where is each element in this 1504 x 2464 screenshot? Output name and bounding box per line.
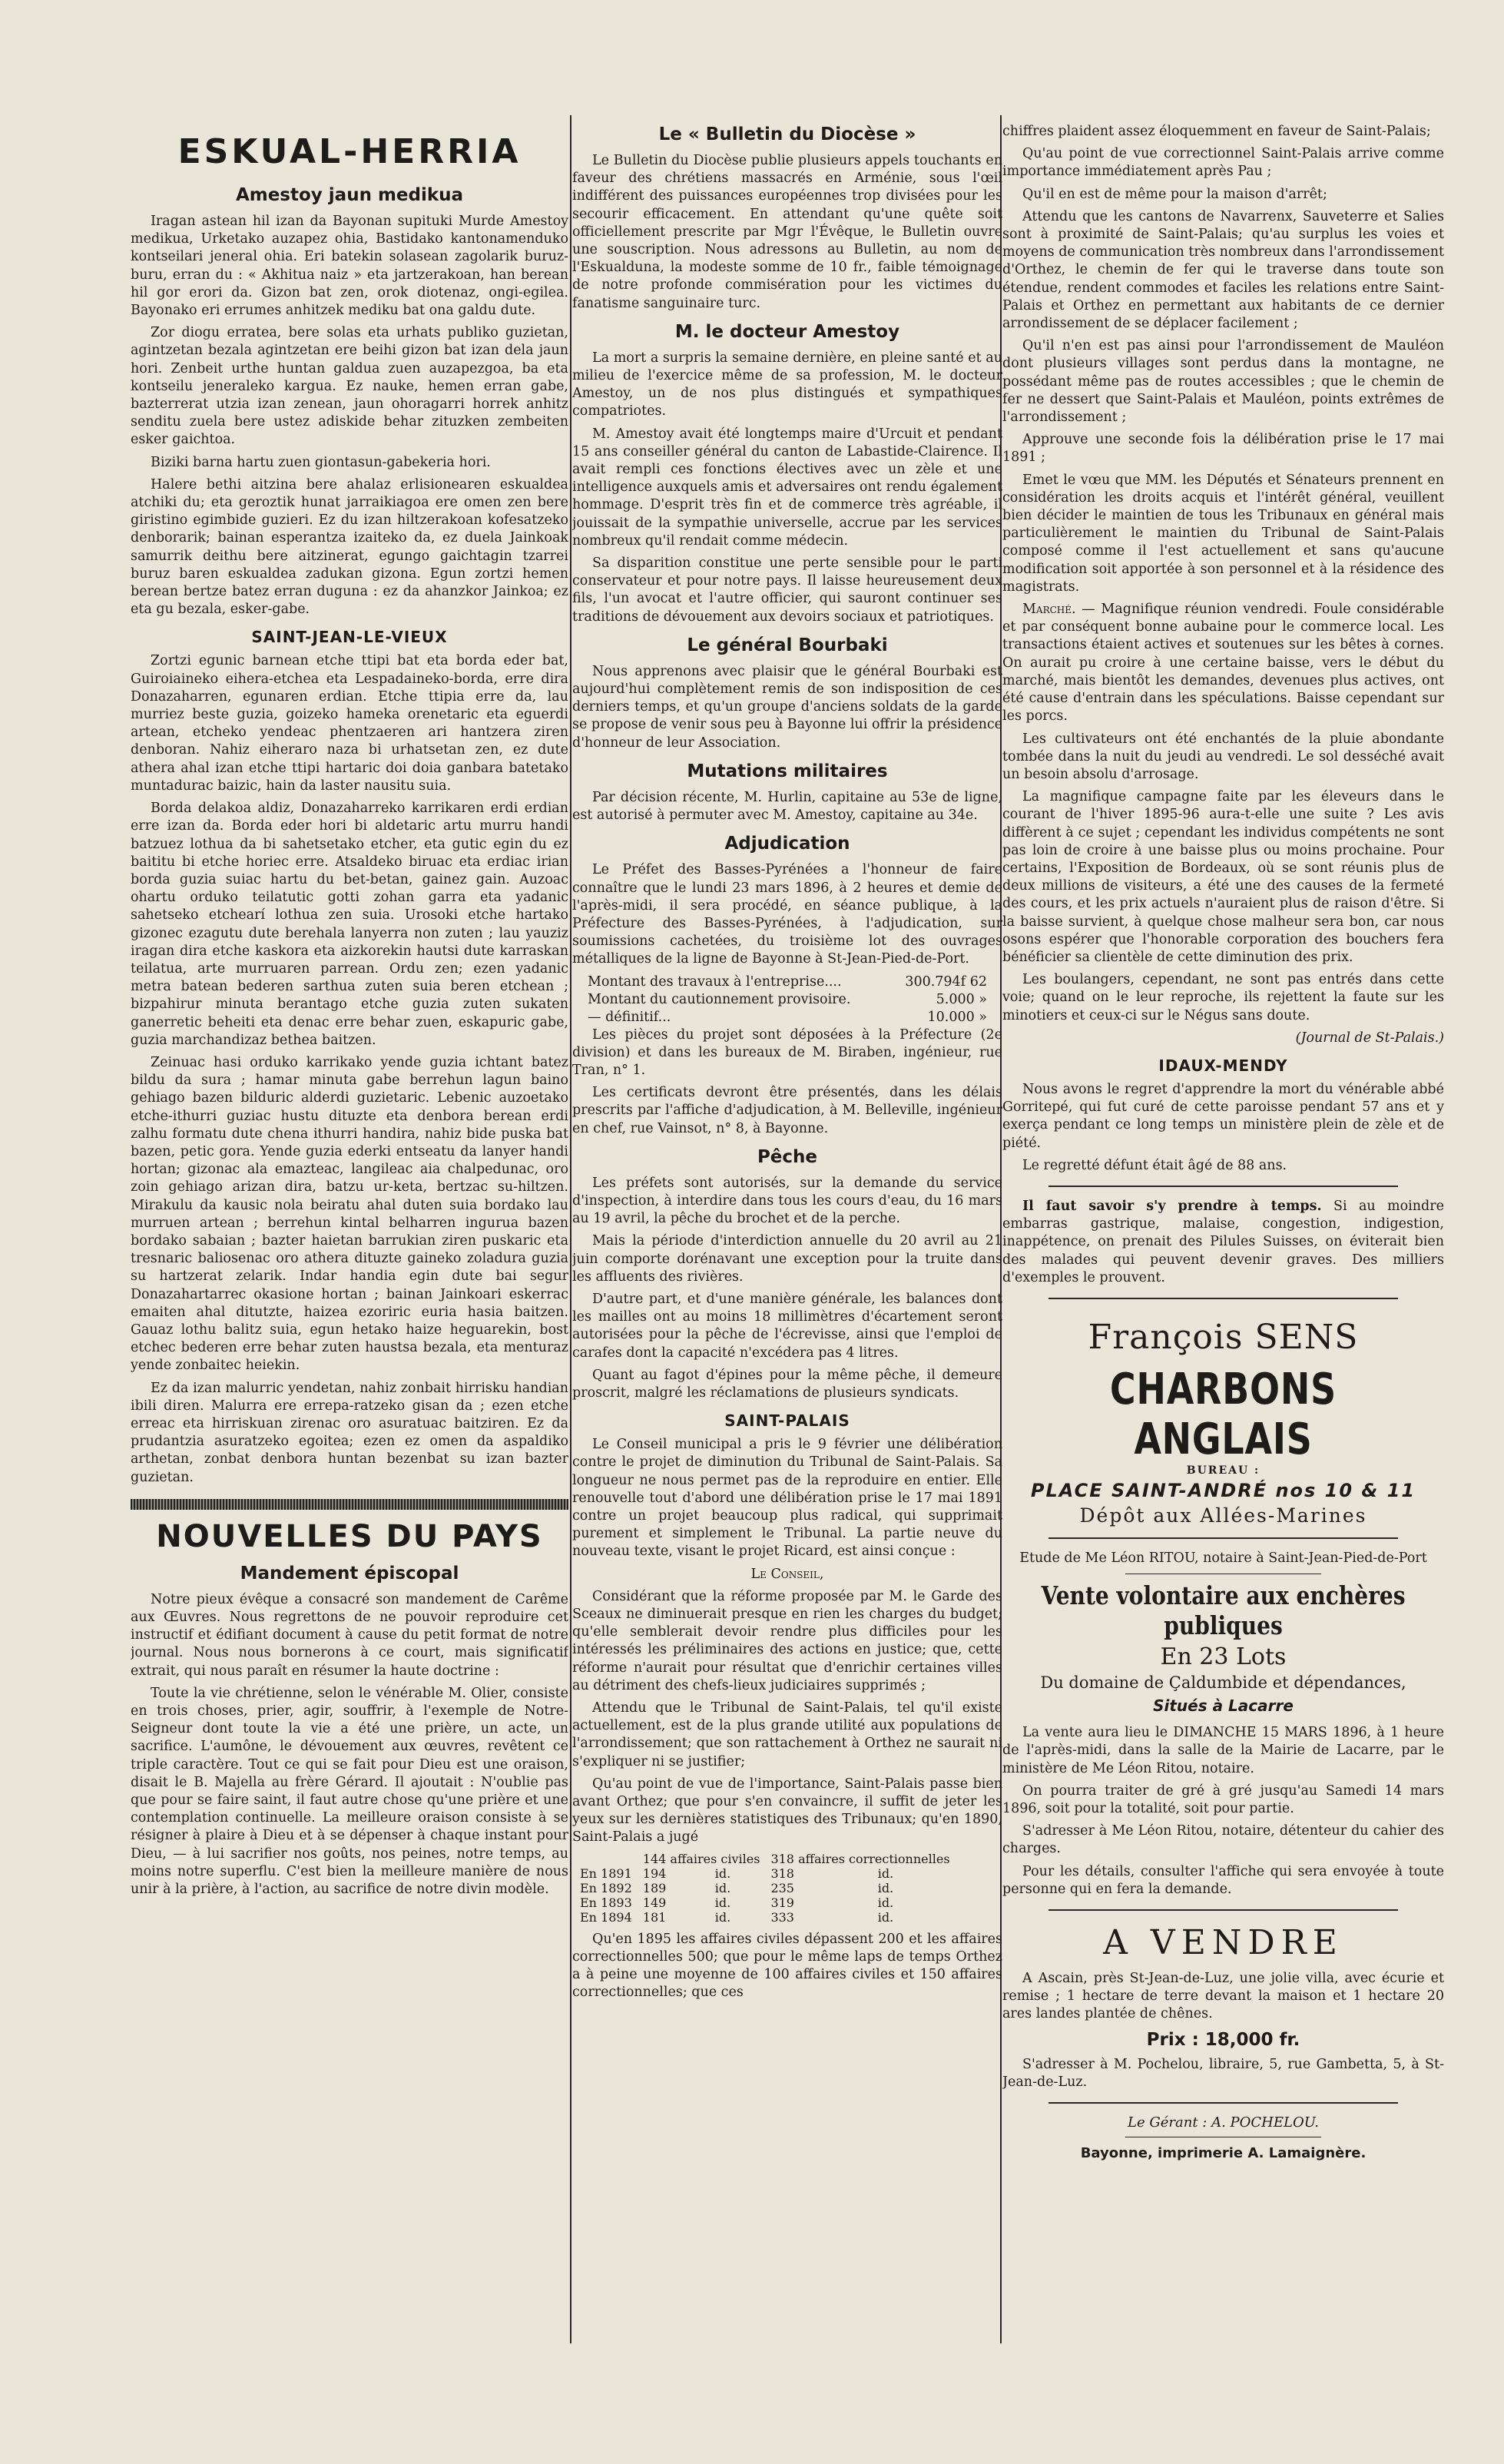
heading-peche: Pêche — [757, 1146, 818, 1167]
paragraph: Quant au fagot d'épines pour la même pêche, il demeure proscrit, malgré les réclamations de plusieurs syndicats. — [572, 1367, 1002, 1401]
paragraph: Qu'au point de vue correctionnel Saint-Palais arrive comme importance immédiatement après Pau ; — [1002, 146, 1444, 180]
paragraph: S'adresser à M. Pochelou, libraire, 5, rue Gambetta, 5, à St-Jean-de-Luz. — [1002, 2056, 1444, 2090]
paragraph: Les boulangers, cependant, ne sont pas entrés dans cette voie; quand on le leur reproche, ils rejettent la faute sur les minotiers et ceux-ci sur le Négus sans doute. — [1002, 972, 1444, 1023]
table-row — [580, 1852, 961, 1866]
paragraph: Par décision récente, M. Hurlin, capitaine au 53e de ligne, est autorisé à permuter avec M. Amestoy, capitaine au 34e. — [572, 789, 1002, 824]
divider — [1048, 1298, 1398, 1299]
table-cell: id. — [877, 1909, 894, 1925]
paragraph — [1002, 601, 1444, 725]
paragraph: D'autre part, et d'une manière générale, les balances dont les mailles ont au moins 18 millimètres d'écartement seront autorisées pour la pêche de l'écrevisse, ainsi que l'emploi de carafes dont la capacité n'excédera pas 4 litres. — [572, 1291, 1002, 1361]
le-conseil-label: Le Conseil, — [750, 1566, 824, 1582]
marche-label: Marché. — [1022, 602, 1076, 618]
heading-idaux-mendy: IDAUX-MENDY — [1158, 1056, 1288, 1075]
marche-text: — Magnifique réunion vendredi. Foule considérable et par conséquent bonne aubaine pour le commerce local. Les transactions étaient actives et soutenues sur les bêtes à cornes. On aurait pu croire à une certaine baisse, vers le début du marché, mais bientôt les demandes, devenues plus actives, ont été cause d'entrain dans les spéculations. Baisse cependant sur les porcs. — [1002, 602, 1444, 725]
paragraph: Attendu que le Tribunal de Saint-Palais, tel qu'il existe actuellement, est de la plus grande utilité aux populations de l'arrondissement; que son rattachement à Orthez ne saurait ni s'expliquer ni se justifier; — [572, 1700, 1002, 1769]
imprimerie: Bayonne, imprimerie A. Lamaignère. — [1080, 2145, 1367, 2162]
paragraph: Considérant que la réforme proposée par M. le Garde des Sceaux ne diminuerait presque en rien les charges du budget; qu'elle semblerait devoir rendre plus difficiles pour les intéressés les préliminaires des actions en justice; que, cette réforme n'aurait pour résultat que d'enrichir certaines villes au détriment des chefs-lieux judiciaires supprimés ; — [572, 1588, 1002, 1693]
paragraph: Zor diogu erratea, bere solas eta urhats publiko guzietan, agintzetan bezala agintzetan ere beihi gizon bat izan dela jaun hori. Zenbeit urthe huntan galdua zuen auzapezgoa, ba eta kontseilu jeneraleko kargua. Ez nauke, hemen erran gabe, bazterrerat utzia izan zenean, jaun ohoragarri horrek anhitz senditu zuela bere ustez adiskide behar zituzken zembeiten esker gaichtoa. — [131, 325, 568, 448]
table-cell: En 1893 — [580, 1895, 632, 1910]
paragraph: Mais la période d'interdiction annuelle du 20 avril au 21 juin comporte dorénavant une exception pour la truite dans les affluents des rivières. — [572, 1233, 1002, 1285]
table-cell: 149 — [642, 1895, 667, 1910]
pilules-text: Si au moindre embarras gastrique, malaise, congestion, indigestion, inappétence, on prenait des Pilules Suisses, on éviterait bien des malades qui peuvent devenir graves. Des milliers d'exemples le prouvent. — [1002, 1198, 1444, 1285]
ad-address: PLACE SAINT-ANDRÉ nos 10 & 11 — [1030, 1479, 1416, 1501]
table-cell: 333 — [770, 1909, 794, 1925]
paragraph: Approuve une seconde fois la délibération prise le 17 mai 1891 ; — [1002, 432, 1444, 466]
money-line — [572, 991, 1002, 1009]
table-cell: 318 — [770, 1865, 794, 1881]
paragraph: Sa disparition constitue une perte sensible pour le parti conservateur et pour notre pays. Il laisse heureusement deux fils, l'un avocat et l'autre officier, qui sauront continuer ses traditions de dévouement aux devoirs sociaux et patriotiques. — [572, 555, 1002, 625]
paragraph: Les cultivateurs ont été enchantés de la pluie abondante tombée dans la nuit du jeudi au vendredi. Le sol desséché avait un besoin absolu d'arrosage. — [1002, 731, 1444, 782]
paragraph: Qu'au point de vue de l'importance, Saint-Palais passe bien avant Orthez; que pour s'en convaincre, il suffit de jeter les yeux sur les dernières statistiques des Tribunaux; qu'en 1890, Saint-Palais a jugé — [572, 1776, 1002, 1846]
column-2 — [572, 115, 1002, 2006]
paragraph: On pourra traiter de gré à gré jusqu'au Samedi 14 mars 1896, soit pour la totalité, soit pour partie. — [1002, 1783, 1444, 1816]
vente-title: Vente volontaire aux enchères publiques — [1041, 1580, 1406, 1641]
divider — [1048, 2102, 1398, 2104]
paragraph: La vente aura lieu le DIMANCHE 15 MARS 1896, à 1 heure de l'après-midi, dans la salle de la Mairie de Lacarre, par le ministère de Me Léon Ritou, notaire. — [1002, 1725, 1444, 1776]
column-rule — [570, 115, 571, 2343]
table-cell — [580, 1852, 643, 1866]
table-cell: id. — [714, 1880, 731, 1895]
table-cell: 144 affaires civiles — [642, 1851, 760, 1866]
divider — [1048, 1186, 1398, 1187]
money-label: Montant du cautionnement provisoire. — [588, 991, 851, 1007]
paragraph: Les préfets sont autorisés, sur la demande du service d'inspection, à interdire dans tous les cours d'eau, du 16 mars au 19 avril, la pêche du brochet et de la perche. — [572, 1175, 1002, 1227]
paragraph: Les pièces du projet sont déposées à la Préfecture (2e division) et dans les bureaux de M. Biraben, ingénieur, rue Tran, n° 1. — [572, 1026, 1002, 1078]
table-cell: 318 affaires correctionnelles — [770, 1851, 950, 1866]
paragraph: M. Amestoy avait été longtemps maire d'Urcuit et pendant 15 ans conseiller général du canton de Labastide-Clairence. Il avait rempli ces fonctions électives avec un zèle et une intelligence auxquels amis et adversaires ont rendu également hommage. D'esprit très fin et de commerce très agréable, il jouissait de la sympathie universelle, accrue par les services nombreux qu'il rendait comme médecin. — [572, 426, 1002, 549]
masthead: ESKUAL-HERRIA — [177, 132, 522, 171]
table-cell: 235 — [770, 1880, 794, 1895]
table-cell: 181 — [642, 1909, 667, 1925]
paragraph: Le regretté défunt était âgé de 88 ans. — [1022, 1157, 1287, 1173]
hatched-divider — [131, 1499, 568, 1510]
table-row — [580, 1895, 961, 1910]
money-line — [572, 1009, 1002, 1026]
paragraph: Qu'il en est de même pour la maison d'arrêt; — [1022, 186, 1327, 202]
money-line — [572, 973, 1002, 991]
paragraph: Zeinuac hasi orduko karrikako yende guzia ichtant batez bildu da sura ; hamar minuta gabe berrehun lagun baino gehiago bazen bilduric alderdi guzietaric. Lebenic auzoetako etche-ithurri guziac hustu dituzte eta denbora berean erdi zalhu formatu dute chena ithurri handira, nahiz bide puska bat bazen, petic gora. Yende guzia ederki entseatu da lanyer handi hortan; gizonac ala emazteac, langileac aia chalpedunac, oro zoin gehiago arizan dira, batzu ur-keta, bertzac su-hiltzen. Mirakulu da kausic nola beiratu ahal duten suia bordako lau murruen artean ; berrehun kintal belharren ingurua bazen bordako sabaian ; bazter haietan barrukian ziren puskaric eta tresnaric baliosenac oro athera dituzte gaineko zoladura guzia su hartzerat zelarik. Indar handia egin dute bai segur Donazahartarrec okasione hortan ; bainan Jainkoari eskerrac emaiten ahal ditutzte, haizea ezoriric euria hasia baitzen. Gauaz lothu balitz suia, egun hetako haize heguarekin, bost etchec bederen erre behar zuten haustsa bezala, eta menturaz yende zonbaitec heiekin. — [131, 1054, 568, 1374]
paragraph: Toute la vie chrétienne, selon le vénérable M. Olier, consiste en trois choses, prier, agir, souffrir, à l'exemple de Notre-Seigneur dont toute la vie a été une prière, un acte, un sacrifice. L'aumône, le dévouement aux œuvres, revêtent ce triple caractère. Tout ce qui se fait pour Dieu est une oraison, disait le B. Majella au frère Gérard. Il ajoutait : N'oublie pas que pour se faire saint, il faut autre chose qu'une prière et une contemplation continuelle. La meilleure oraison consiste à se résigner à plaire à Dieu et à se dépenser à chaque instant pour Dieu, — à lui sacrifier nos goûts, nos peines, notre temps, au moins notre superflu. C'est bien la meilleure manière de nous unir à la prière, à l'action, au sacrifice de notre divin modèle. — [131, 1685, 568, 1898]
vente-domaine: Du domaine de Çaldumbide et dépendances, — [1040, 1673, 1406, 1693]
ad-bureau: BUREAU : — [1186, 1464, 1261, 1477]
pilules-lead: Il faut savoir s'y prendre à temps. — [1022, 1198, 1322, 1214]
paragraph: Nous avons le regret d'apprendre la mort du vénérable abbé Gorritepé, qui fut curé de cette paroisse pendant 57 ans et y exerça pendant ce long temps un ministère plein de zèle et de piété. — [1002, 1081, 1444, 1151]
paragraph: A Ascain, près St-Jean-de-Luz, une jolie villa, avec écurie et remise ; 1 hectare de terre devant la maison et 1 hectare 20 ares landes plantée de chênes. — [1002, 1971, 1444, 2022]
paragraph: Borda delakoa aldiz, Donazaharreko karrikaren erdi erdian erre izan da. Borda eder hori bi aldetaric artu murru handi batzuez lothua da bi sahetsetako etcher, eta gutic egin du ez baititu bi etche horiec erre. Atsaldeko biruac eta erdiac irian borda guzia suiac hartu du bet-betan, gainez gain. Auzoac ohartu orduko teilatutic gotti zohan garra eta yadanic sahetseko etchearí lothua zen suia. Urosoki etche hartako gizonec ezagutu dute berehala lanyerra non zuten ; lau yauziz iragan dira etche kaskora eta aizkorekin hautsi dute karraskan teilatua, arte murruaren parrean. Ordu zen; ezen yadanic metra batean bederen sarthua zuten suia beren etchean ; bizpahirur minuta berantago etche guzia zuten sukaten ganerretic beheiti eta denac erre behar zuen, eskapuric gabe, guzia marchandizaz bethea baitzen. — [131, 801, 568, 1048]
paragraph: Pour les détails, consulter l'affiche qui sera envoyée à toute personne qui en fera la demande. — [1002, 1863, 1444, 1897]
paragraph: La mort a surpris la semaine dernière, en pleine santé et au milieu de l'exercice même de sa profession, M. le docteur Amestoy, un de nos plus distingués et sympathiques compatriotes. — [572, 350, 1002, 420]
paragraph — [1002, 1198, 1444, 1287]
divider — [1048, 1537, 1398, 1539]
table-cell: En 1892 — [580, 1880, 632, 1895]
heading-saint-jean: SAINT-JEAN-LE-VIEUX — [251, 628, 448, 647]
paragraph: chiffres plaident assez éloquemment en faveur de Saint-Palais; — [1002, 124, 1431, 139]
money-value: 300.794f 62 — [905, 973, 987, 990]
table-row — [580, 1866, 961, 1881]
paragraph: La magnifique campagne faite par les éleveurs dans le courant de l'hiver 1895-96 aura-t-elle une suite ? Les avis diffèrent à ce sujet ; cependant les individus compétents ne sont pas loin de croire à une baisse plus ou moins prochaine. Pour certains, l'Exposition de Bordeaux, où se sont réunis plus de deux millions de visiteurs, a été une des causes de la fermeté des cours, et les prix actuels n'auraient plus de raison d'être. Si la baisse survient, à quelque chose malheur sera bon, car nous osons espérer que l'honorable corporation des bouchers fera bénéficier sa clientèle de cette diminution des prix. — [1002, 789, 1444, 965]
heading-mandement: Mandement épiscopal — [240, 1563, 459, 1584]
money-label: Montant des travaux à l'entreprise.... — [588, 973, 842, 990]
journal-credit: (Journal de St-Palais.) — [1295, 1030, 1444, 1046]
table-cell: En 1894 — [580, 1909, 632, 1925]
heading-docteur-amestoy: M. le docteur Amestoy — [674, 321, 900, 342]
paragraph: Notre pieux évêque a consacré son mandement de Carême aux Œuvres. Nous regrettons de ne pouvoir reproduire cet instructif et édifiant document à cause du petit format de notre journal. Nous nous bornerons à ce court, mais significatif extrait, qui nous paraît en résumer la haute doctrine : — [131, 1591, 568, 1679]
paragraph: Les certificats devront être présentés, dans les délais prescrits par l'affiche d'adjudication, à M. Belleville, ingénieur en chef, rue Vainsot, n° 8, à Bayonne. — [572, 1085, 1002, 1136]
paragraph: Zortzi egunic barnean etche ttipi bat eta borda eder bat, Guiroiaineko eihera-etchea eta Lespadaineko-borda, erre dira Donazaharren, egunaren erdian. Etche ttipia erre da, lau murriez beste guzia, goizeko hameka orenetaric eta eguerdi artean, etcheko yendeac phentzaeren ari hantzera ziren denboran. Nahiz eiheraro naza bi urhatsetan zen, ez dute athera ahal izan etche ttipi hartaric doi doia ganbara batetako muntadurac baizic, hain da laster nausitu suia. — [131, 653, 568, 794]
money-value: 10.000 » — [927, 1009, 987, 1025]
paragraph: Emet le vœu que MM. les Députés et Sénateurs prennent en considération les droits acquis et l'intérêt général, veuillent bien décider le maintien de tous les Tribunaux en général mais particulièrement le maintien du Tribunal de Saint-Palais composé comme il l'est actuellement et sans qu'aucune modification soit apportée à son personnel et à la résidence des magistrats. — [1002, 472, 1444, 595]
heading-nouvelles-du-pays: NOUVELLES DU PAYS — [156, 1518, 543, 1554]
heading-amestoy-jaun: Amestoy jaun medikua — [235, 185, 464, 205]
paragraph: Halere bethi aitzina bere ahalaz erlisionearen eskualdea atchiki du; eta geroztik hunat jarraikiagoa ere omen zen bere giristino egimbide guzieri. Ez du izan hiltzerakoan kofesatzeko denborarik; bainan esperantza izaiteko da, ez duela Jainkoak samurrik deithu bere aitzinerat, egungo gaichtagin tzarrei buruz baren eskualdea zadukan gizona. Egun zortzi hemen berean bertze batez erran duguna : ez da ahanzkor Jainkoa; ez eta gu bezala, esker-gabe. — [131, 476, 568, 618]
heading-saint-palais: SAINT-PALAIS — [724, 1411, 850, 1431]
table-cell: 319 — [770, 1895, 794, 1910]
ad-francois-sens: François SENS — [1088, 1317, 1359, 1357]
etude-notaire: Etude de Me Léon RITOU, notaire à Saint-Jean-Pied-de-Port — [1019, 1550, 1427, 1566]
vente-lots: En 23 Lots — [1160, 1643, 1287, 1671]
table-cell: id. — [714, 1895, 731, 1910]
prix: Prix : 18,000 fr. — [1146, 2029, 1300, 2050]
ad-charbons-anglais: CHARBONS ANGLAIS — [1109, 1364, 1337, 1464]
ad-depot: Dépôt aux Allées-Marines — [1079, 1504, 1367, 1527]
gerant: Le Gérant : A. POCHELOU. — [1128, 2114, 1319, 2131]
paragraph: Biziki barna hartu zuen giontasun-gabekeria hori. — [151, 454, 491, 470]
heading-mutations: Mutations militaires — [687, 761, 888, 781]
table-cell: 189 — [642, 1880, 667, 1895]
paragraph: Qu'il n'en est pas ainsi pour l'arrondissement de Mauléon dont plusieurs villages sont perdus dans la montagne, ne possédant même pas de routes accessibles ; que le chemin de fer ne dessert que Saint-Palais et Mauléon, points extrêmes de l'arrondissement ; — [1002, 338, 1444, 426]
money-value: 5.000 » — [936, 991, 987, 1007]
table-cell: En 1891 — [580, 1865, 632, 1881]
a-vendre-heading: A VENDRE — [1103, 1923, 1343, 1963]
money-label: — définitif... — [588, 1009, 671, 1025]
paragraph: Le Bulletin du Diocèse publie plusieurs appels touchants en faveur des chrétiens massacrés en Arménie, sous l'œil indifférent des puissances européennes trop divisées pour les secourir efficacement. En attendant qu'une quête soit officiellement prescrite par Mgr l'Évêque, le Bulletin ouvre une souscription. Nous adressons au Bulletin, au nom de l'Eskualduna, la modeste somme de 10 fr., faible témoignage de notre profonde commisération pour les victimes du fanatisme sanguinaire turc. — [572, 153, 1002, 311]
paragraph: Ez da izan malurric yendetan, nahiz zonbait hirrisku handian ibili diren. Malurra ere errepa-ratzeko gisan da ; ezen etche erreac eta hirriskuan zirenac oro asuratuac baitziren. Ez da prudantzia asuratzeko egoitea; ezen ez omen da aspaldiko arthetan, zonbat denbora huntan bezenbat su izan bazter guzietan. — [131, 1380, 568, 1485]
table-cell: id. — [714, 1865, 731, 1881]
paragraph: Le Conseil municipal a pris le 9 février une délibération contre le projet de diminution du Tribunal de Saint-Palais. Sa longueur ne nous permet pas de la reproduire en entier. Elle renouvelle tout d'abord une délibération prise le 17 mai 1891 contre un projet beaucoup plus radical, qui supprimait purement et simplement le Tribunal. La partie neuve du nouveau texte, visant le projet Ricard, est ainsi conçue : — [572, 1437, 1002, 1560]
paragraph: Attendu que les cantons de Navarrenx, Sauveterre et Salies sont à proximité de Saint-Palais; qu'au surplus les voies et moyens de communication très nombreux dans l'arrondissement d'Orthez, le chemin de fer qui le traverse dans toute son étendue, rendent commodes et faciles les relations entre Saint-Palais et Orthez en permettant aux habitants de ce dernier arrondissement de se déplacer facilement ; — [1002, 208, 1444, 332]
paragraph: Iragan astean hil izan da Bayonan supituki Murde Amestoy medikua, Urketako auzapez ohia, Bastidako kantonamenduko kontseilari jeneral ohia. Eri batekin solasean zagolarik buruz-buru, erran du : « Akhitua naiz » eta jartzerakoan, han berean hil gor erori da. Gizon bat zen, orok diotenaz, ongi-egilea. Bayonako eri errumes anhitzek mediku bat ona galdu dute. — [131, 214, 568, 319]
paragraph: Nous apprenons avec plaisir que le général Bourbaki est aujourd'hui complètement remis de son indisposition de ces derniers temps, et qu'un groupe d'anciens soldats de la garde se propose de venir sous peu à Bayonne lui offrir la présidence d'honneur de leur Association. — [572, 663, 1002, 751]
paragraph: Qu'en 1895 les affaires civiles dépassent 200 et les affaires correctionnelles 500; que pour le même laps de temps Orthez a à peine une moyenne de 100 affaires civiles et 150 affaires correctionnelles; que ces — [572, 1931, 1002, 2001]
table-cell: id. — [877, 1880, 894, 1895]
vente-situes: Situés à Lacarre — [1153, 1696, 1294, 1716]
column-1 — [131, 115, 568, 1903]
table-row — [580, 1881, 961, 1895]
table-cell: id. — [714, 1909, 731, 1925]
stats-table — [580, 1852, 961, 1925]
table-row — [580, 1910, 961, 1925]
heading-bulletin: Le « Bulletin du Diocèse » — [658, 124, 916, 144]
paragraph: Le Préfet des Basses-Pyrénées a l'honneur de faire connaître que le lundi 23 mars 1896, à 2 heures et demie de l'après-midi, il sera procédé, en séance publique, à la Préfecture des Basses-Pyrénées, à l'adjudication, sur soumissions cachetées, du troisième lot des ouvrages métalliques de la ligne de Bayonne à St-Jean-Pied-de-Port. — [572, 862, 1002, 967]
table-cell: id. — [877, 1895, 894, 1910]
heading-bourbaki: Le général Bourbaki — [687, 635, 888, 655]
table-cell: 194 — [642, 1865, 667, 1881]
column-3 — [1002, 123, 1444, 2169]
paragraph: S'adresser à Me Léon Ritou, notaire, détenteur du cahier des charges. — [1002, 1823, 1444, 1857]
heading-adjudication: Adjudication — [724, 834, 850, 854]
table-cell: id. — [877, 1865, 894, 1881]
divider — [1048, 1909, 1398, 1911]
